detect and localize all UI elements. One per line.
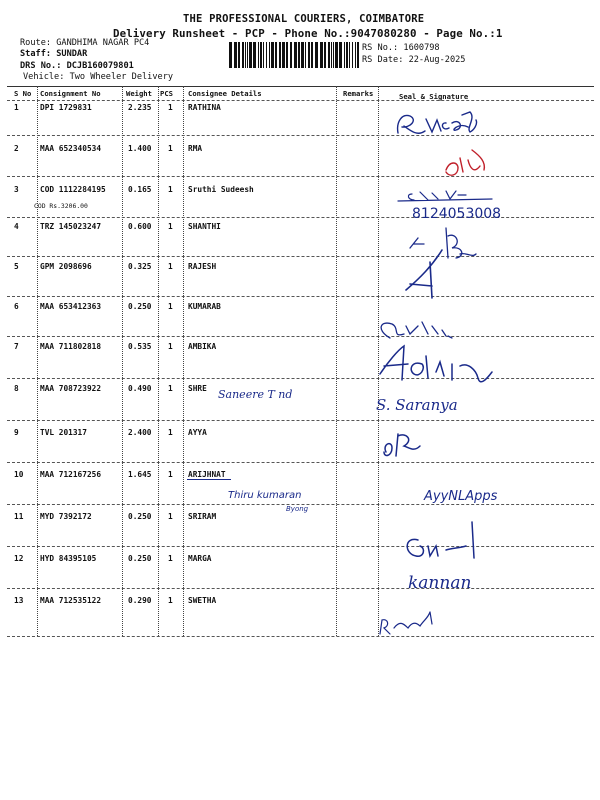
row-sno: 5 bbox=[14, 262, 19, 271]
row-weight: 0.325 bbox=[128, 262, 152, 271]
row-pcs: 1 bbox=[168, 428, 173, 437]
row-consignee: RAJESH bbox=[188, 262, 217, 271]
signature-row-5 bbox=[406, 250, 442, 298]
row-sno: 10 bbox=[14, 470, 24, 479]
signature-row-7 bbox=[380, 346, 492, 382]
row-sno: 8 bbox=[14, 384, 19, 393]
handwritten-phone: 8124053008 bbox=[412, 206, 502, 222]
row-consignee: AMBIKA bbox=[188, 342, 217, 351]
row-weight: 0.250 bbox=[128, 554, 152, 563]
signature-row-6 bbox=[381, 322, 452, 338]
row-weight: 2.235 bbox=[128, 103, 152, 112]
runsheet-title: Delivery Runsheet - PCP - Phone No.:9047080280 - Page No.:1 bbox=[113, 27, 503, 40]
col-header-seal: Seal & Signature bbox=[399, 92, 469, 101]
row-consignee: SHANTHI bbox=[188, 222, 221, 231]
row-consignee: KUMARAB bbox=[188, 302, 221, 311]
signature-row-8: S. Saranya bbox=[376, 396, 458, 414]
row-consignee: SHRE bbox=[188, 384, 207, 393]
route-label: Route: GANDHIMA NAGAR PC4 bbox=[20, 38, 150, 48]
signature-row-12: kannan bbox=[408, 573, 472, 593]
col-header-sno: S No bbox=[14, 89, 32, 98]
row-sno: 6 bbox=[14, 302, 19, 311]
row-consignee: SWETHA bbox=[188, 596, 217, 605]
row-consignee: Sruthi Sudeesh bbox=[188, 185, 254, 194]
row-weight: 1.400 bbox=[128, 144, 152, 153]
row-pcs: 1 bbox=[168, 470, 173, 479]
row-pcs: 1 bbox=[168, 596, 173, 605]
col-header-consignment: Consignment No bbox=[40, 89, 101, 98]
row-consignee: RMA bbox=[188, 144, 203, 153]
row-consignment: MAA 712167256 bbox=[40, 470, 102, 479]
row-consignment: DPI 1729831 bbox=[40, 103, 92, 112]
row-sno: 4 bbox=[14, 222, 19, 231]
row-weight: 0.250 bbox=[128, 302, 152, 311]
row-pcs: 1 bbox=[168, 342, 173, 351]
row-pcs: 1 bbox=[168, 103, 173, 112]
signature-row-4 bbox=[410, 228, 476, 258]
row-pcs: 1 bbox=[168, 144, 173, 153]
row-pcs: 1 bbox=[168, 185, 173, 194]
row-consignment: MAA 708723922 bbox=[40, 384, 102, 393]
row-weight: 0.250 bbox=[128, 512, 152, 521]
row-weight: 0.165 bbox=[128, 185, 152, 194]
row-consignment: MAA 711802818 bbox=[40, 342, 102, 351]
row-consignment: TRZ 145023247 bbox=[40, 222, 102, 231]
row-pcs: 1 bbox=[168, 302, 173, 311]
row-weight: 2.400 bbox=[128, 428, 152, 437]
row-sno: 11 bbox=[14, 512, 24, 521]
row-consignment: MAA 653412363 bbox=[40, 302, 102, 311]
row-sno: 9 bbox=[14, 428, 19, 437]
col-header-remarks: Remarks bbox=[343, 89, 374, 98]
row-pcs: 1 bbox=[168, 554, 173, 563]
row-sno: 1 bbox=[14, 103, 19, 112]
col-header-consignee: Consignee Details bbox=[188, 89, 262, 98]
col-header-pcs: PCS bbox=[160, 89, 173, 98]
row-consignment: MAA 652340534 bbox=[40, 144, 102, 153]
row-sno: 12 bbox=[14, 554, 24, 563]
row-pcs: 1 bbox=[168, 384, 173, 393]
row-consignment: MYD 7392172 bbox=[40, 512, 92, 521]
row-consignment: COD 1112284195 bbox=[40, 185, 106, 194]
staff-label: Staff: SUNDAR bbox=[20, 49, 88, 59]
rs-date: RS Date: 22-Aug-2025 bbox=[362, 55, 466, 65]
handwritten-note-row-8: Saneere T nd bbox=[218, 388, 293, 401]
rs-number: RS No.: 1600798 bbox=[362, 43, 440, 53]
row-consignment: TVL 201317 bbox=[40, 428, 87, 437]
row-consignment: HYD 84395105 bbox=[40, 554, 97, 563]
handwritten-note-row-10-small: Byong bbox=[286, 505, 309, 513]
row-pcs: 1 bbox=[168, 222, 173, 231]
row-weight: 1.645 bbox=[128, 470, 152, 479]
handwritten-note-row-10: Thiru kumaran bbox=[228, 490, 302, 501]
row-consignment: GPM 2098696 bbox=[40, 262, 92, 271]
row-consignee: MARGA bbox=[188, 554, 212, 563]
row-weight: 0.490 bbox=[128, 384, 152, 393]
row-weight: 0.535 bbox=[128, 342, 152, 351]
signature-row-1 bbox=[398, 112, 477, 133]
row-weight: 0.600 bbox=[128, 222, 152, 231]
signature-row-3 bbox=[398, 191, 492, 201]
row-cod-note: COD Rs.3206.00 bbox=[34, 202, 88, 210]
row-consignee: RATHINA bbox=[188, 103, 221, 112]
signature-row-9 bbox=[384, 434, 420, 456]
row-consignee: ARIJHNAT bbox=[188, 470, 226, 479]
signature-row-13 bbox=[380, 612, 432, 634]
row-pcs: 1 bbox=[168, 262, 173, 271]
row-consignee: SRIRAM bbox=[188, 512, 217, 521]
red-mark-row-2 bbox=[446, 150, 484, 175]
row-sno: 3 bbox=[14, 185, 19, 194]
drs-number: DRS No.: DCJB160079801 bbox=[20, 61, 134, 71]
row-consignment: MAA 712535122 bbox=[40, 596, 102, 605]
row-sno: 2 bbox=[14, 144, 19, 153]
row-sno: 7 bbox=[14, 342, 19, 351]
row-weight: 0.290 bbox=[128, 596, 152, 605]
strikethrough-mark bbox=[187, 479, 231, 480]
col-header-weight: Weight bbox=[126, 89, 152, 98]
row-pcs: 1 bbox=[168, 512, 173, 521]
row-sno: 13 bbox=[14, 596, 24, 605]
company-title: THE PROFESSIONAL COURIERS, COIMBATORE bbox=[183, 13, 425, 25]
row-consignee: AYYA bbox=[188, 428, 207, 437]
vehicle-label: Vehicle: Two Wheeler Delivery bbox=[23, 72, 174, 82]
signature-row-11 bbox=[407, 522, 474, 558]
signature-row-10: AyyNLApps bbox=[424, 489, 498, 504]
